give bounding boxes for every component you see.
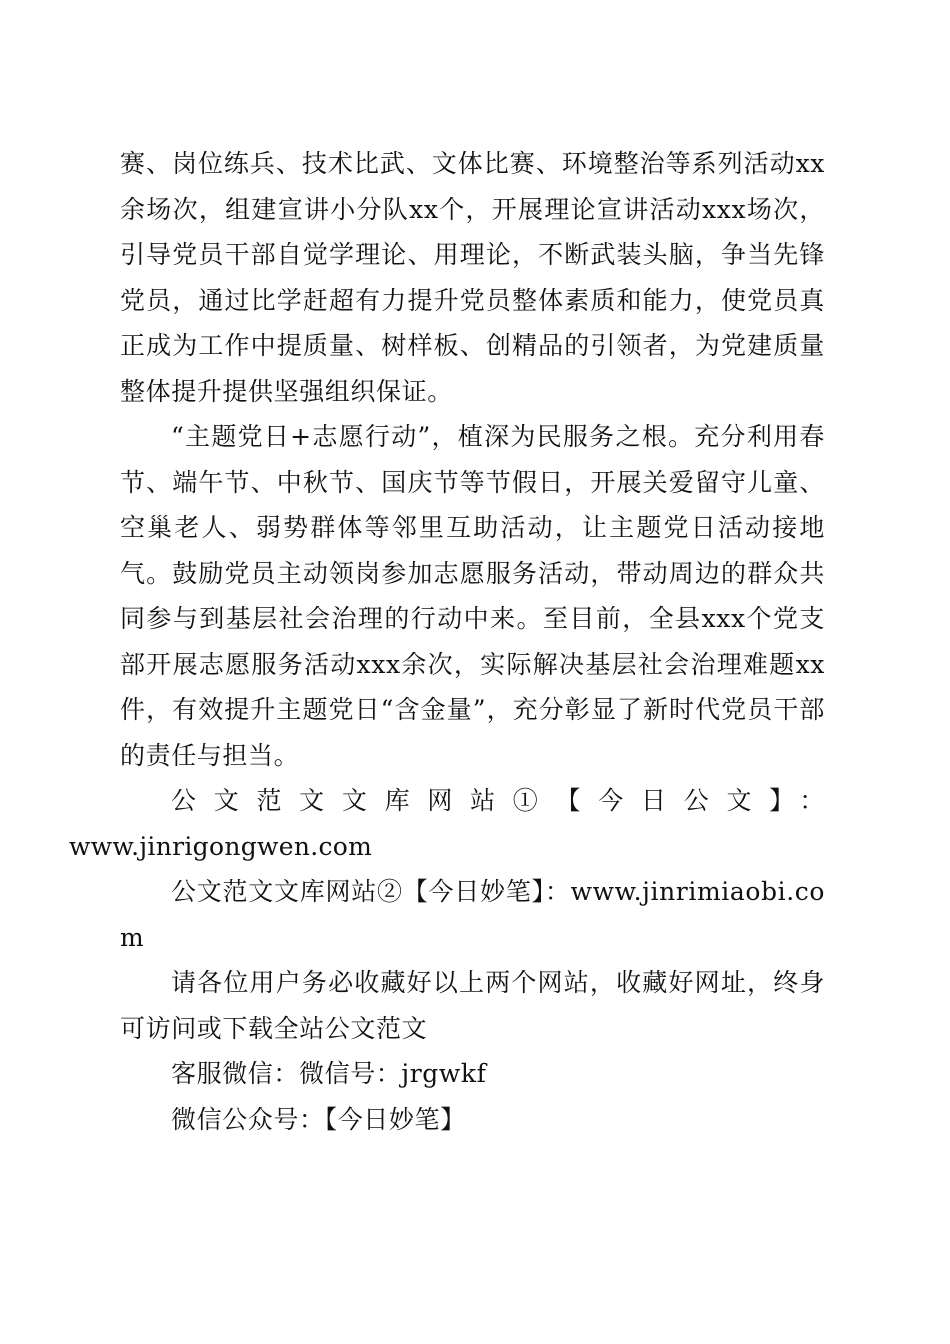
body-paragraph-1: 赛、岗位练兵、技术比武、文体比赛、环境整治等系列活动xx余场次，组建宣讲小分队xx个，开展理论宣讲活动xxx场次，引导党员干部自觉学理论、用理论，不断武装头脑，争当先锋党员，通过比学赶超有力提升党员整体素质和能力，使党员真正成为工作中提质量、树样板、创精品的引领者，为党建质量整体提升提供坚强组织保证。 [120,149,825,406]
service-wechat: 客服微信：微信号：jrgwkf [171,1059,487,1088]
bookmark-notice: 请各位用户务必收藏好以上两个网站，收藏好网址，终身可访问或下载全站公文范文 [120,968,825,1043]
site-1-label: 公文范文文库网站①【今日公文】： [171,786,825,815]
document-page [69,141,825,1142]
site-1-block [69,778,825,869]
body-paragraph-2: “主题党日+志愿行动”，植深为民服务之根。充分利用春节、端午节、中秋节、国庆节等节假日，开展关爱留守儿童、空巢老人、弱势群体等邻里互助活动，让主题党日活动接地气。鼓励党员主动领岗参加志愿服务活动，带动周边的群众共同参与到基层社会治理的行动中来。至目前，全县xxx个党支部开展志愿服务活动xxx余次，实际解决基层社会治理难题xx件，有效提升主题党日“含金量”，充分彰显了新时代党员干部的责任与担当。 [120,422,825,770]
official-account: 微信公众号：【今日妙笔】 [171,1104,466,1134]
site-2-line: 公文范文文库网站②【今日妙笔】：www.jinrimiaobi.com [120,877,825,952]
site-1-url[interactable]: www.jinrigongwen.com [69,831,373,861]
